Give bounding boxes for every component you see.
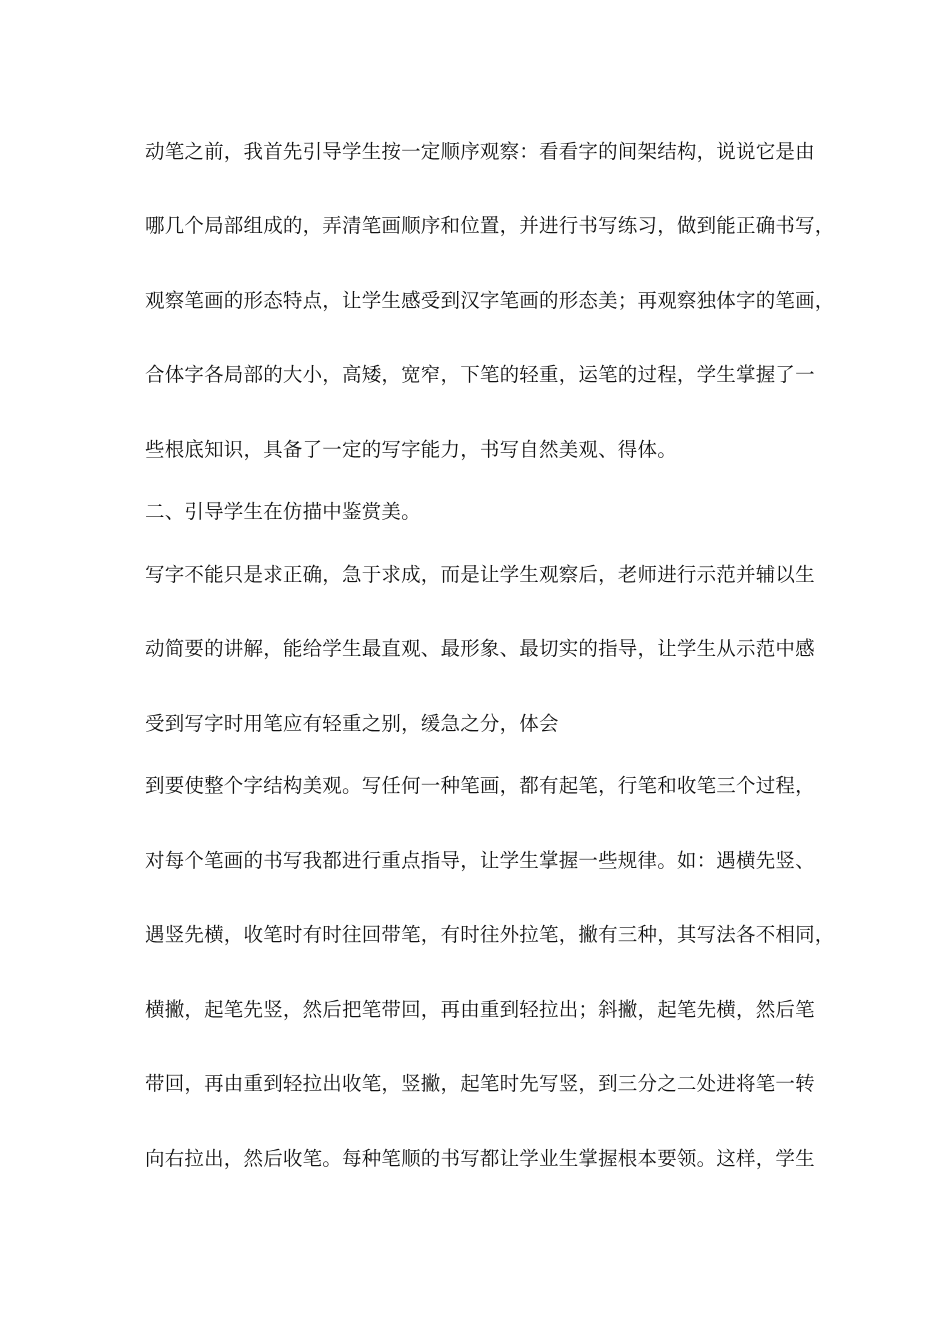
paragraph-line: 带回，再由重到轻拉出收笔，竖撇，起笔时先写竖，到三分之二处进将笔一转 [145, 1072, 815, 1095]
paragraph-line: 横撇，起笔先竖，然后把笔带回，再由重到轻拉出；斜撇，起笔先横，然后笔 [145, 998, 815, 1021]
paragraph-line: 哪几个局部组成的，弄清笔画顺序和位置，并进行书写练习，做到能正确书写， [145, 214, 835, 237]
section-heading: 二、引导学生在仿描中鉴赏美。 [145, 500, 421, 523]
paragraph-line: 写字不能只是求正确，急于求成，而是让学生观察后，老师进行示范并辅以生 [145, 563, 815, 586]
paragraph-line: 合体字各局部的大小，高矮，宽窄，下笔的轻重，运笔的过程，学生掌握了一 [145, 363, 815, 386]
paragraph-line: 观察笔画的形态特点，让学生感受到汉字笔画的形态美；再观察独体字的笔画， [145, 289, 835, 312]
paragraph-line: 受到写字时用笔应有轻重之别，缓急之分，体会 [145, 712, 559, 735]
paragraph-line: 向右拉出，然后收笔。每种笔顺的书写都让学业生掌握根本要领。这样，学生 [145, 1147, 815, 1170]
paragraph-line: 遇竖先横，收笔时有时往回带笔，有时往外拉笔，撇有三种，其写法各不相同， [145, 923, 835, 946]
paragraph-line: 动简要的讲解，能给学生最直观、最形象、最切实的指导，让学生从示范中感 [145, 637, 815, 660]
paragraph-line: 动笔之前，我首先引导学生按一定顺序观察：看看字的间架结构，说说它是由 [145, 140, 815, 163]
paragraph-line: 些根底知识，具备了一定的写字能力，书写自然美观、得体。 [145, 438, 677, 461]
paragraph-line: 到要使整个字结构美观。写任何一种笔画，都有起笔，行笔和收笔三个过程， [145, 774, 815, 797]
paragraph-line: 对每个笔画的书写我都进行重点指导，让学生掌握一些规律。如：遇横先竖、 [145, 849, 815, 872]
